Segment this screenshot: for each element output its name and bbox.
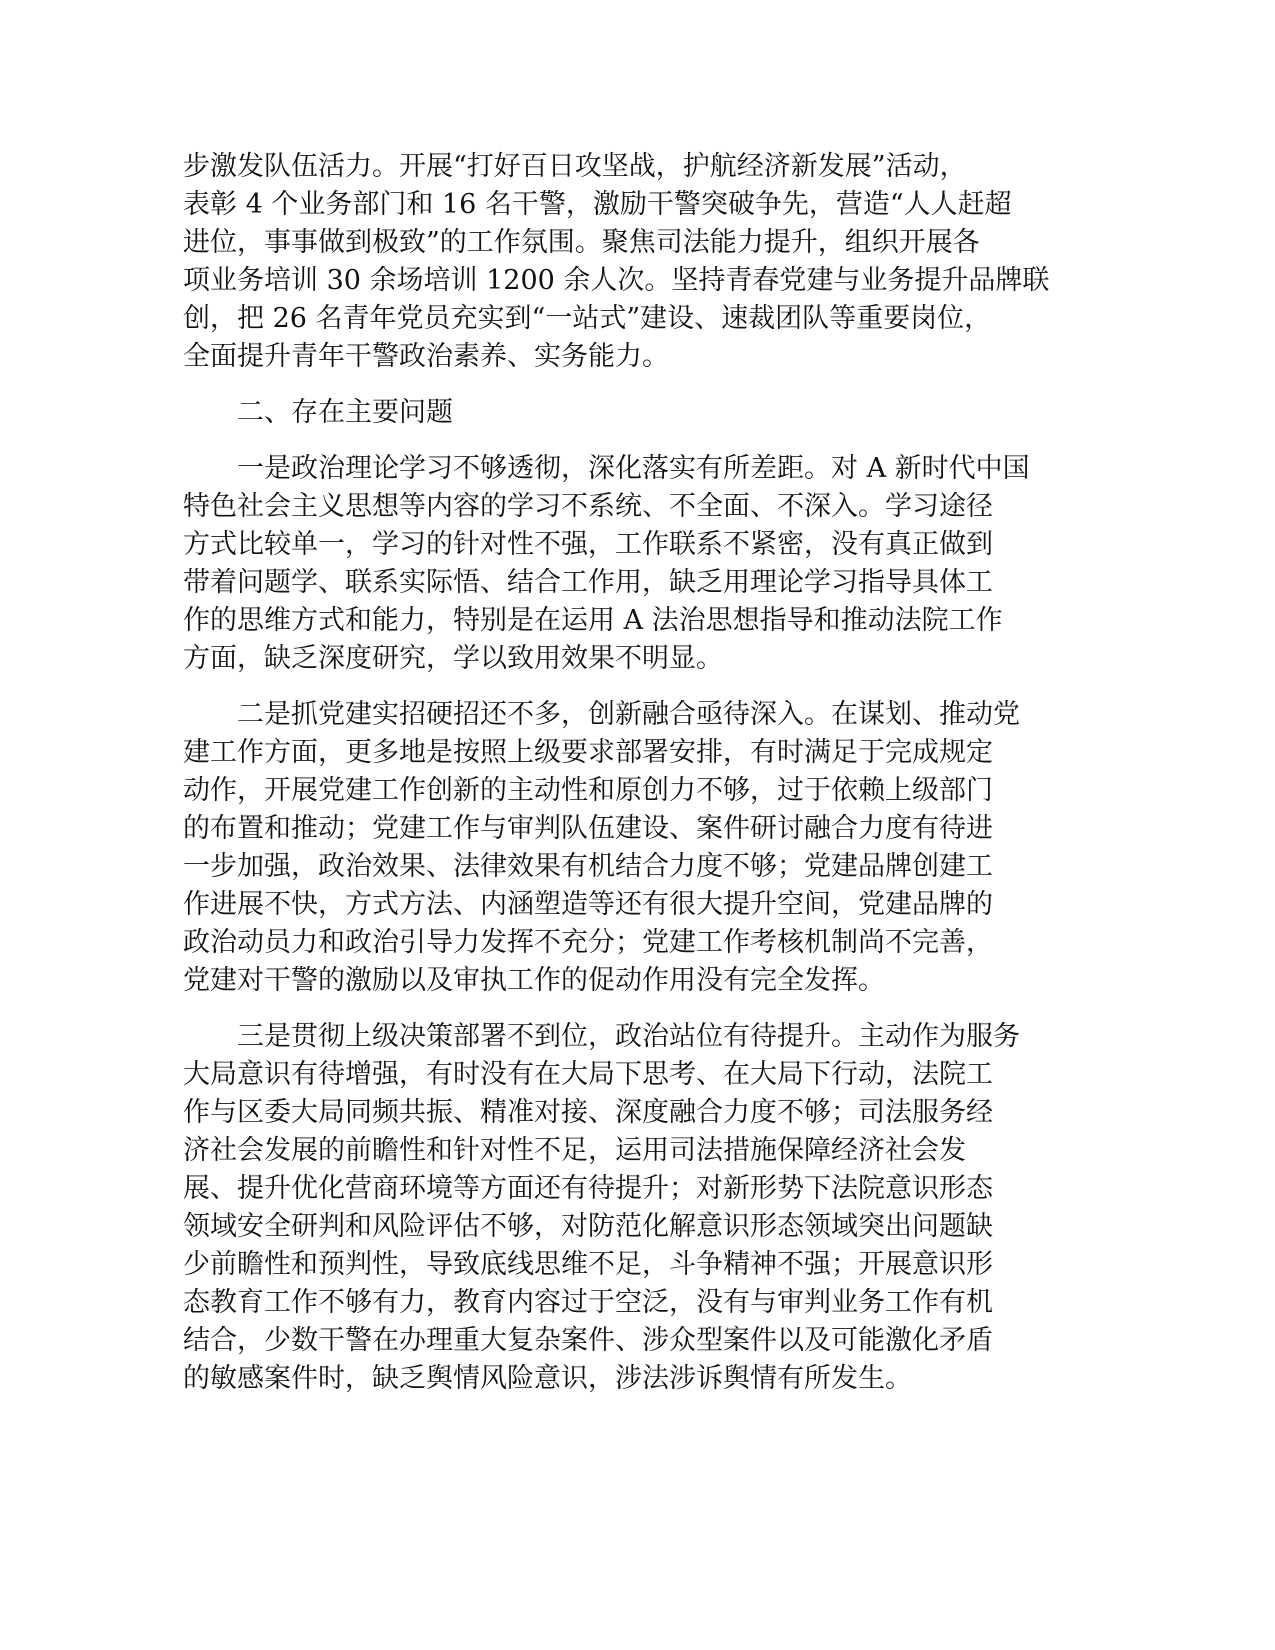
paragraph-continuation: [183, 148, 1067, 376]
heading-text: 二、存在主要问题: [183, 397, 453, 428]
text-line: 展、提升优化营商环境等方面还有待提升；对新形势下法院意识形态: [183, 1173, 993, 1204]
text-line: 建工作方面，更多地是按照上级要求部署安排，有时满足于完成规定: [183, 737, 993, 768]
text-line: 方面，缺乏深度研究，学以致用效果不明显。: [183, 643, 723, 674]
text-line: 特色社会主义思想等内容的学习不系统、不全面、不深入。学习途径: [183, 491, 993, 522]
text-line: 进位，事事做到极致”的工作氛围。聚焦司法能力提升，组织开展各: [183, 227, 980, 258]
paragraph-problem-three: [183, 1018, 1067, 1398]
text-line: 步激发队伍活力。开展“打好百日攻坚战，护航经济新发展”活动，: [183, 151, 967, 182]
text-line: 少前瞻性和预判性，导致底线思维不足，斗争精神不强；开展意识形: [183, 1249, 993, 1280]
text-line: 领域安全研判和风险评估不够，对防范化解意识形态领域突出问题缺: [183, 1211, 993, 1242]
section-heading: [183, 394, 1067, 432]
text-line: 表彰 4 个业务部门和 16 名干警，激励干警突破争先，营造“人人赶超: [183, 189, 1012, 220]
text-line: 的布置和推动；党建工作与审判队伍建设、案件研讨融合力度有待进: [183, 813, 993, 844]
text-line: 动作，开展党建工作创新的主动性和原创力不够，过于依赖上级部门: [183, 775, 993, 806]
text-line: 一是政治理论学习不够透彻，深化落实有所差距。对 A 新时代中国: [183, 453, 1030, 484]
text-line: 二是抓党建实招硬招还不多，创新融合亟待深入。在谋划、推动党: [183, 699, 1020, 730]
text-line: 济社会发展的前瞻性和针对性不足，运用司法措施保障经济社会发: [183, 1135, 966, 1166]
text-line: 方式比较单一，学习的针对性不强，工作联系不紧密，没有真正做到: [183, 529, 993, 560]
text-line: 大局意识有待增强，有时没有在大局下思考、在大局下行动，法院工: [183, 1059, 993, 1090]
text-line: 作的思维方式和能力，特别是在运用 A 法治思想指导和推动法院工作: [183, 605, 1003, 636]
text-line: 结合，少数干警在办理重大复杂案件、涉众型案件以及可能激化矛盾: [183, 1325, 993, 1356]
paragraph-problem-two: [183, 696, 1067, 1000]
text-line: 一步加强，政治效果、法律效果有机结合力度不够；党建品牌创建工: [183, 851, 993, 882]
text-line: 党建对干警的激励以及审执工作的促动作用没有完全发挥。: [183, 965, 885, 996]
text-line: 作进展不快，方式方法、内涵塑造等还有很大提升空间，党建品牌的: [183, 889, 993, 920]
text-line: 全面提升青年干警政治素养、实务能力。: [183, 341, 669, 372]
text-line: 的敏感案件时，缺乏舆情风险意识，涉法涉诉舆情有所发生。: [183, 1363, 912, 1394]
text-line: 态教育工作不够有力，教育内容过于空泛，没有与审判业务工作有机: [183, 1287, 993, 1318]
text-line: 政治动员力和政治引导力发挥不充分；党建工作考核机制尚不完善，: [183, 927, 993, 958]
paragraph-problem-one: [183, 450, 1067, 678]
text-line: 创，把 26 名青年党员充实到“一站式”建设、速裁团队等重要岗位，: [183, 303, 992, 334]
text-line: 作与区委大局同频共振、精准对接、深度融合力度不够；司法服务经: [183, 1097, 993, 1128]
text-line: 三是贯彻上级决策部署不到位，政治站位有待提升。主动作为服务: [183, 1021, 1020, 1052]
document-body: [183, 148, 1067, 1398]
text-line: 带着问题学、联系实际悟、结合工作用，缺乏用理论学习指导具体工: [183, 567, 993, 598]
text-line: 项业务培训 30 余场培训 1200 余人次。坚持青春党建与业务提升品牌联: [183, 265, 1050, 296]
